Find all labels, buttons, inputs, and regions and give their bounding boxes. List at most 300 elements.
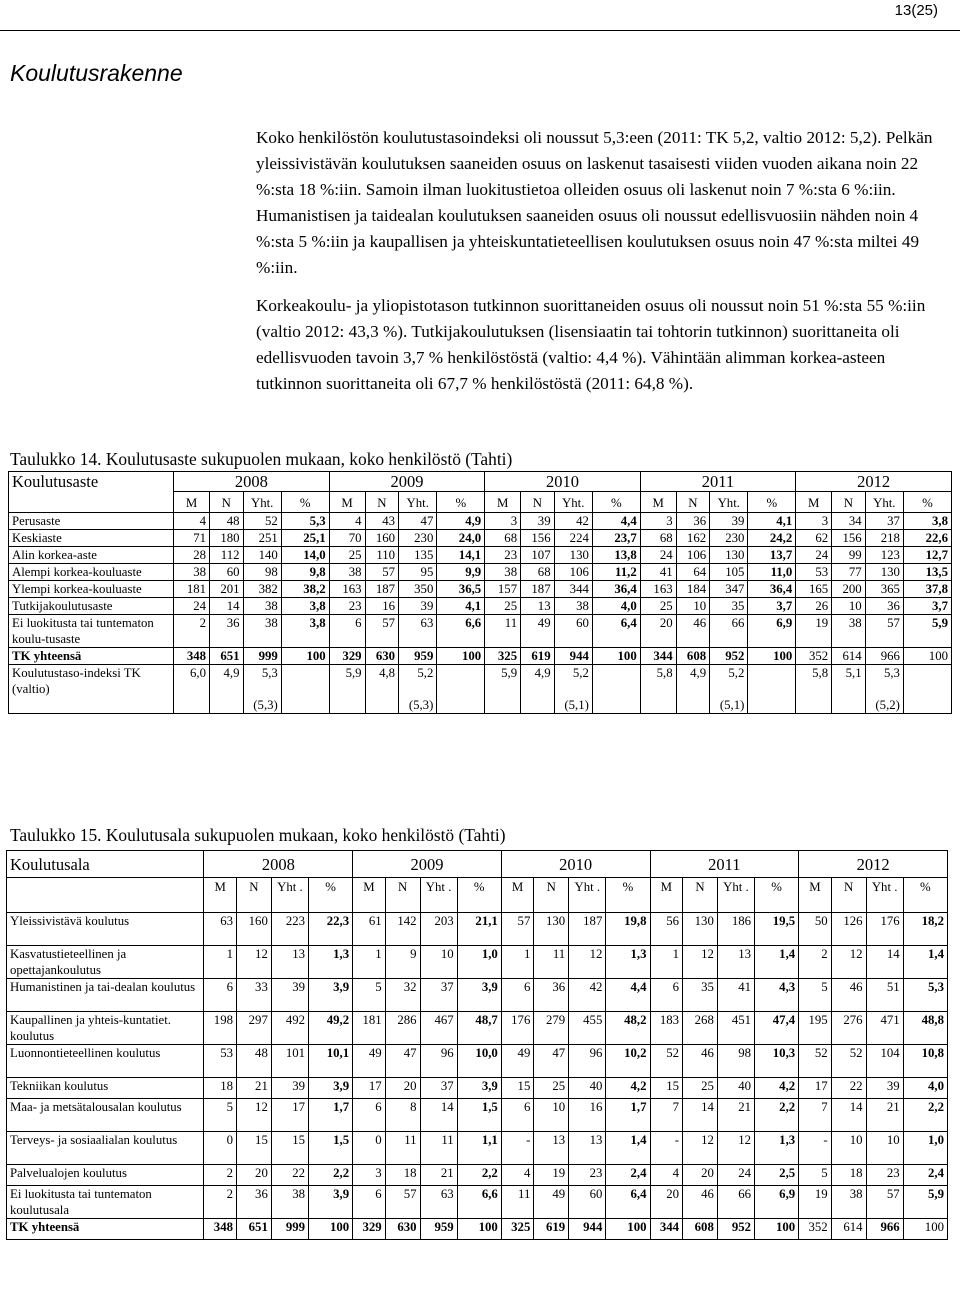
table-cell: 3,9 — [309, 979, 353, 1012]
table-cell: 20 — [650, 1186, 683, 1219]
table-cell: 218 — [865, 530, 903, 547]
table-cell: 223 — [271, 913, 308, 946]
table-row — [7, 1078, 948, 1099]
table-cell-empty — [903, 665, 951, 714]
table-row — [7, 979, 948, 1012]
table-cell: 3,9 — [309, 1078, 353, 1099]
table-cell — [243, 665, 281, 714]
table-cell: 23 — [866, 1165, 903, 1186]
row-label: Alin korkea-aste — [9, 547, 174, 564]
row-label: Yleissivistävä koulutus — [7, 913, 204, 946]
table-cell: 23,7 — [592, 530, 640, 547]
table-cell: 130 — [554, 547, 592, 564]
table-cell: 1 — [650, 946, 683, 979]
table-cell: 39 — [271, 1078, 308, 1099]
table-cell: 3,7 — [903, 598, 951, 615]
column-subheader: Yht . — [271, 878, 308, 913]
year-header: 2011 — [640, 472, 796, 492]
table-cell: 195 — [799, 1012, 832, 1045]
table-cell: 3 — [485, 513, 521, 530]
row-label: Alempi korkea-kouluaste — [9, 564, 174, 581]
year-header: 2008 — [174, 472, 330, 492]
table-cell: 999 — [271, 1219, 308, 1240]
table-cell: 184 — [676, 581, 710, 598]
table-row — [7, 1012, 948, 1045]
table-cell: - — [501, 1132, 534, 1165]
table-cell: 41 — [717, 979, 754, 1012]
table-cell: 60 — [210, 564, 244, 581]
table-cell: 5,3 — [903, 979, 947, 1012]
table-cell: 23 — [569, 1165, 606, 1186]
table-cell: 20 — [385, 1078, 420, 1099]
table-cell — [554, 665, 592, 714]
table-cell: 100 — [606, 1219, 650, 1240]
table-header-row — [7, 851, 948, 878]
table-cell: 329 — [353, 1219, 386, 1240]
table-cell: 6 — [501, 979, 534, 1012]
table-row — [9, 581, 952, 598]
table-cell: 0 — [353, 1132, 386, 1165]
column-subheader: M — [501, 878, 534, 913]
table-cell: 5,8 — [640, 665, 676, 714]
table-cell: 201 — [210, 581, 244, 598]
table-cell: 12 — [717, 1132, 754, 1165]
table-cell: 1,0 — [457, 946, 501, 979]
table-cell: 38 — [174, 564, 210, 581]
table-cell: 8 — [385, 1099, 420, 1132]
table-cell: 2 — [799, 946, 832, 979]
column-subheader: N — [683, 878, 718, 913]
table-cell: 3,9 — [309, 1186, 353, 1219]
table-cell: 4 — [501, 1165, 534, 1186]
table-cell: 60 — [554, 615, 592, 648]
column-subheader: N — [210, 492, 244, 513]
table-cell: 344 — [554, 581, 592, 598]
table-cell: 47 — [534, 1045, 569, 1078]
table-cell: 71 — [174, 530, 210, 547]
table-cell: 6 — [329, 615, 365, 648]
table-cell: 0 — [204, 1132, 237, 1165]
table-cell: 10,2 — [606, 1045, 650, 1078]
table-cell: 952 — [710, 648, 748, 665]
table-cell: 276 — [831, 1012, 866, 1045]
table-cell: 19,8 — [606, 913, 650, 946]
table-cell: 25 — [640, 598, 676, 615]
row-label: Ei luokitusta tai tuntematon koulutusala — [7, 1186, 204, 1219]
table-cell: 123 — [865, 547, 903, 564]
row-label: Ylempi korkea-kouluaste — [9, 581, 174, 598]
table-cell: 268 — [683, 1012, 718, 1045]
table-cell: 176 — [866, 913, 903, 946]
table-cell: 16 — [365, 598, 399, 615]
table-cell: 17 — [271, 1099, 308, 1132]
table-cell: 1,7 — [606, 1099, 650, 1132]
table-cell: 156 — [832, 530, 866, 547]
table-cell: 70 — [329, 530, 365, 547]
table-cell: 10,1 — [309, 1045, 353, 1078]
column-subheader: N — [365, 492, 399, 513]
table-cell: 4,9 — [210, 665, 244, 714]
table-cell: 50 — [799, 913, 832, 946]
table-cell: 63 — [204, 913, 237, 946]
table-cell: 944 — [554, 648, 592, 665]
table-cell: 36 — [534, 979, 569, 1012]
table-cell: 4,1 — [748, 513, 796, 530]
row-label: Kasvatustieteellinen ja opettajankoulutus — [7, 946, 204, 979]
table-cell: 4,9 — [676, 665, 710, 714]
index-value: 5,3 — [261, 666, 278, 680]
index-value: 5,3 — [883, 666, 900, 680]
table-cell: 651 — [237, 1219, 272, 1240]
table-row — [7, 1165, 948, 1186]
table-cell: 20 — [640, 615, 676, 648]
table-cell: 10 — [832, 598, 866, 615]
column-subheader: N — [385, 878, 420, 913]
column-subheader: % — [592, 492, 640, 513]
row-label: TK yhteensä — [7, 1219, 204, 1240]
table-cell: 21 — [717, 1099, 754, 1132]
table-cell-empty — [748, 665, 796, 714]
table-cell: 6,9 — [755, 1186, 799, 1219]
table-cell: 1 — [204, 946, 237, 979]
table-cell: 42 — [554, 513, 592, 530]
table-cell: 13,7 — [748, 547, 796, 564]
table-cell: 12 — [237, 946, 272, 979]
paragraph-education-index: Koko henkilöstön koulutustasoindeksi oli noussut 5,3:een (2011: TK 5,2, valtio 2012: 5,2). Pelkän yleissivistävän koulutuksen saaneiden osuus on laskenut tasaisesti viiden vuoden aikana noin 22 %:sta 18 %:iin. Samoin ilman luokitustietoa olleiden osuus oli laskenut noin 7 %:sta 6 %:iin. Humanistisen ja taidealan koulutuksen saaneiden osuus oli noussut edellisvuosiin nähden noin 4 %:sta 5 %:iin ja kaupallisen ja yhteiskuntatieteellisen koulutuksen osuus noin 47 %:sta miltei 49 %:iin. — [256, 128, 933, 277]
column-subheader: Yht. — [399, 492, 437, 513]
table-cell: 95 — [399, 564, 437, 581]
table-cell: 286 — [385, 1012, 420, 1045]
table-cell: 4,4 — [592, 513, 640, 530]
column-subheader: M — [174, 492, 210, 513]
table-cell: 4,3 — [755, 979, 799, 1012]
row-label: Ei luokitusta tai tuntematon koulu-tusaste — [9, 615, 174, 648]
table-cell: 18 — [385, 1165, 420, 1186]
table-cell: 157 — [485, 581, 521, 598]
table-cell: 39 — [521, 513, 555, 530]
column-subheader: N — [831, 878, 866, 913]
table-cell: 966 — [865, 648, 903, 665]
table-cell: 96 — [420, 1045, 457, 1078]
column-subheader: % — [748, 492, 796, 513]
table-cell: 48 — [210, 513, 244, 530]
table-cell: 15 — [271, 1132, 308, 1165]
row-label: Keskiaste — [9, 530, 174, 547]
table-cell: 21 — [866, 1099, 903, 1132]
table-cell: 38 — [485, 564, 521, 581]
table-cell: 106 — [554, 564, 592, 581]
table-cell: 36 — [676, 513, 710, 530]
table-cell: 21,1 — [457, 913, 501, 946]
table-cell: 467 — [420, 1012, 457, 1045]
table-cell: 14,0 — [281, 547, 329, 564]
table-cell: 49,2 — [309, 1012, 353, 1045]
column-subheader: % — [281, 492, 329, 513]
column-subheader: % — [903, 878, 947, 913]
table-cell: 38 — [832, 615, 866, 648]
table-cell: 100 — [437, 648, 485, 665]
table-cell: 61 — [353, 913, 386, 946]
table-cell: 57 — [365, 615, 399, 648]
row-label: Tutkijakoulutusaste — [9, 598, 174, 615]
table-cell: 944 — [569, 1219, 606, 1240]
table-cell: 959 — [420, 1219, 457, 1240]
table-cell: 100 — [592, 648, 640, 665]
table-row — [9, 648, 952, 665]
table-row-index — [9, 665, 952, 714]
index-value: 5,2 — [572, 666, 589, 680]
table-cell: 25 — [683, 1078, 718, 1099]
table-cell: 5,3 — [281, 513, 329, 530]
column-subheader: Yht. — [710, 492, 748, 513]
table-cell: 2,4 — [903, 1165, 947, 1186]
row-label: TK yhteensä — [9, 648, 174, 665]
table-cell: 176 — [501, 1012, 534, 1045]
table-cell: 77 — [832, 564, 866, 581]
table-cell: 36 — [865, 598, 903, 615]
table-cell: 98 — [243, 564, 281, 581]
table-cell: 11 — [420, 1132, 457, 1165]
table-cell: 348 — [174, 648, 210, 665]
table-cell: 455 — [569, 1012, 606, 1045]
table-cell: 24,0 — [437, 530, 485, 547]
table-cell: 135 — [399, 547, 437, 564]
table-cell: 38 — [243, 615, 281, 648]
table-cell: 471 — [866, 1012, 903, 1045]
table-cell: 2,5 — [755, 1165, 799, 1186]
table-cell: 12 — [237, 1099, 272, 1132]
table-cell: 619 — [521, 648, 555, 665]
table-cell: 3,7 — [748, 598, 796, 615]
table-cell: 6,6 — [437, 615, 485, 648]
table-cell: 104 — [866, 1045, 903, 1078]
table-cell: 25 — [534, 1078, 569, 1099]
table-cell: 5,1 — [832, 665, 866, 714]
table-cell: 105 — [710, 564, 748, 581]
table-cell: 6,9 — [748, 615, 796, 648]
table-cell: 100 — [903, 1219, 947, 1240]
table-cell: 608 — [683, 1219, 718, 1240]
table-cell: 187 — [569, 913, 606, 946]
table-cell: 382 — [243, 581, 281, 598]
table-cell: 56 — [650, 913, 683, 946]
table-cell: 20 — [237, 1165, 272, 1186]
table-cell: 63 — [399, 615, 437, 648]
table-cell: 3 — [796, 513, 832, 530]
column-subheader: M — [640, 492, 676, 513]
column-subheader: N — [676, 492, 710, 513]
table-cell: 49 — [534, 1186, 569, 1219]
table-cell: 37 — [865, 513, 903, 530]
table-cell: 101 — [271, 1045, 308, 1078]
table-cell: 66 — [710, 615, 748, 648]
table-cell — [865, 665, 903, 714]
table-cell: 2,2 — [457, 1165, 501, 1186]
table-cell: 18 — [831, 1165, 866, 1186]
row-label: Koulutustaso-indeksi TK (valtio) — [9, 665, 174, 714]
table-cell: 46 — [831, 979, 866, 1012]
table-cell: 68 — [640, 530, 676, 547]
table-cell: 39 — [866, 1078, 903, 1099]
table-cell: 57 — [866, 1186, 903, 1219]
table-cell: 5,9 — [903, 615, 951, 648]
table-cell: 200 — [832, 581, 866, 598]
table-cell: 344 — [640, 648, 676, 665]
table-cell: 344 — [650, 1219, 683, 1240]
table-cell: 651 — [210, 648, 244, 665]
table-cell: 1,3 — [309, 946, 353, 979]
table-cell: 52 — [799, 1045, 832, 1078]
table-cell: 100 — [309, 1219, 353, 1240]
table-cell: 2,4 — [606, 1165, 650, 1186]
row-label: Palvelualojen koulutus — [7, 1165, 204, 1186]
table-cell: 98 — [717, 1045, 754, 1078]
table-cell: 24 — [640, 547, 676, 564]
table-cell: 3,8 — [281, 615, 329, 648]
year-header: 2010 — [501, 851, 650, 878]
table-cell: 14,1 — [437, 547, 485, 564]
table-cell: 1 — [501, 946, 534, 979]
table-cell: 10,0 — [457, 1045, 501, 1078]
table-cell: 230 — [710, 530, 748, 547]
table-cell: 15 — [650, 1078, 683, 1099]
table-cell: 3,9 — [457, 979, 501, 1012]
table-cell: 156 — [521, 530, 555, 547]
table-cell: 187 — [521, 581, 555, 598]
year-header: 2008 — [204, 851, 353, 878]
table-cell: 52 — [650, 1045, 683, 1078]
table-cell: 28 — [174, 547, 210, 564]
table-cell: 1,1 — [457, 1132, 501, 1165]
table-cell: 1,5 — [457, 1099, 501, 1132]
table-cell: 49 — [521, 615, 555, 648]
table-cell: 39 — [710, 513, 748, 530]
state-index-value: (5,1) — [564, 698, 589, 712]
column-subheader: % — [903, 492, 951, 513]
column-subheader: N — [534, 878, 569, 913]
table-cell: 952 — [717, 1219, 754, 1240]
table-cell: 9 — [385, 946, 420, 979]
row-label: Maa- ja metsätalousalan koulutus — [7, 1099, 204, 1132]
table-cell: 297 — [237, 1012, 272, 1045]
table-cell — [399, 665, 437, 714]
table-cell: 1,4 — [755, 946, 799, 979]
table-cell: 35 — [710, 598, 748, 615]
table-cell: 12 — [683, 946, 718, 979]
table-cell: 36 — [237, 1186, 272, 1219]
table-cell: 37 — [420, 979, 457, 1012]
table-cell: 48,7 — [457, 1012, 501, 1045]
table-cell: 64 — [676, 564, 710, 581]
table-cell: 10 — [866, 1132, 903, 1165]
table-cell: 130 — [865, 564, 903, 581]
table-cell: 4 — [650, 1165, 683, 1186]
table-cell: 112 — [210, 547, 244, 564]
table-cell: 13 — [521, 598, 555, 615]
table-cell: 9,8 — [281, 564, 329, 581]
row-label: Kaupallinen ja yhteis-kuntatiet. koulutus — [7, 1012, 204, 1045]
table-cell: 11,2 — [592, 564, 640, 581]
table-cell: 110 — [365, 547, 399, 564]
table-row — [7, 1132, 948, 1165]
state-index-value: (5,3) — [253, 698, 278, 712]
table-subheader-row — [7, 878, 948, 913]
table-cell: 100 — [755, 1219, 799, 1240]
table-cell: 451 — [717, 1012, 754, 1045]
table-cell: 1,7 — [309, 1099, 353, 1132]
table-cell: 279 — [534, 1012, 569, 1045]
table-row — [9, 530, 952, 547]
column-subheader: M — [204, 878, 237, 913]
table-cell: 6 — [650, 979, 683, 1012]
column-subheader: M — [799, 878, 832, 913]
table-cell: 2,2 — [755, 1099, 799, 1132]
table-cell: 6 — [501, 1099, 534, 1132]
row-label: Humanistinen ja tai-dealan koulutus — [7, 979, 204, 1012]
table-cell: 5,9 — [903, 1186, 947, 1219]
table-cell: 13 — [534, 1132, 569, 1165]
table-cell: 47 — [385, 1045, 420, 1078]
table-cell: 24 — [717, 1165, 754, 1186]
table-cell: 350 — [399, 581, 437, 598]
table-cell: 14 — [420, 1099, 457, 1132]
table-cell: 22,3 — [309, 913, 353, 946]
table-cell: 1,5 — [309, 1132, 353, 1165]
table-cell: 25,1 — [281, 530, 329, 547]
table-cell: 2,2 — [903, 1099, 947, 1132]
table-cell: 26 — [796, 598, 832, 615]
table-cell: 11 — [534, 946, 569, 979]
table-cell: 106 — [676, 547, 710, 564]
table-cell: 1 — [353, 946, 386, 979]
table-cell: 1,0 — [903, 1132, 947, 1165]
table-cell: 5 — [799, 979, 832, 1012]
column-subheader: N — [832, 492, 866, 513]
table-cell: 11,0 — [748, 564, 796, 581]
table-cell: 352 — [799, 1219, 832, 1240]
table-cell: 4,1 — [437, 598, 485, 615]
table-cell: 13 — [271, 946, 308, 979]
table-cell: 4,4 — [606, 979, 650, 1012]
table-row — [7, 946, 948, 979]
column-subheader: Yht . — [569, 878, 606, 913]
table-cell: 130 — [710, 547, 748, 564]
table-cell: 21 — [237, 1078, 272, 1099]
table-cell: 33 — [237, 979, 272, 1012]
table-cell: 62 — [796, 530, 832, 547]
table-cell: 126 — [831, 913, 866, 946]
table-cell: 42 — [569, 979, 606, 1012]
table-cell: 959 — [399, 648, 437, 665]
table-cell: 352 — [796, 648, 832, 665]
state-index-value: (5,2) — [875, 698, 900, 712]
table-cell: 38 — [831, 1186, 866, 1219]
state-index-value: (5,3) — [408, 698, 434, 712]
corner-label: Koulutusaste — [9, 472, 174, 513]
table-cell: 160 — [365, 530, 399, 547]
table-cell: 5,9 — [485, 665, 521, 714]
table-cell: 1,4 — [903, 946, 947, 979]
table-cell: 46 — [676, 615, 710, 648]
table-cell: 10 — [831, 1132, 866, 1165]
table-cell: 12 — [569, 946, 606, 979]
table-cell: 14 — [866, 946, 903, 979]
index-value: 5,2 — [728, 666, 745, 680]
column-subheader: Yht. — [865, 492, 903, 513]
table-cell: 4,2 — [606, 1078, 650, 1099]
column-subheader: Yht. — [554, 492, 592, 513]
table-cell: 3,8 — [281, 598, 329, 615]
